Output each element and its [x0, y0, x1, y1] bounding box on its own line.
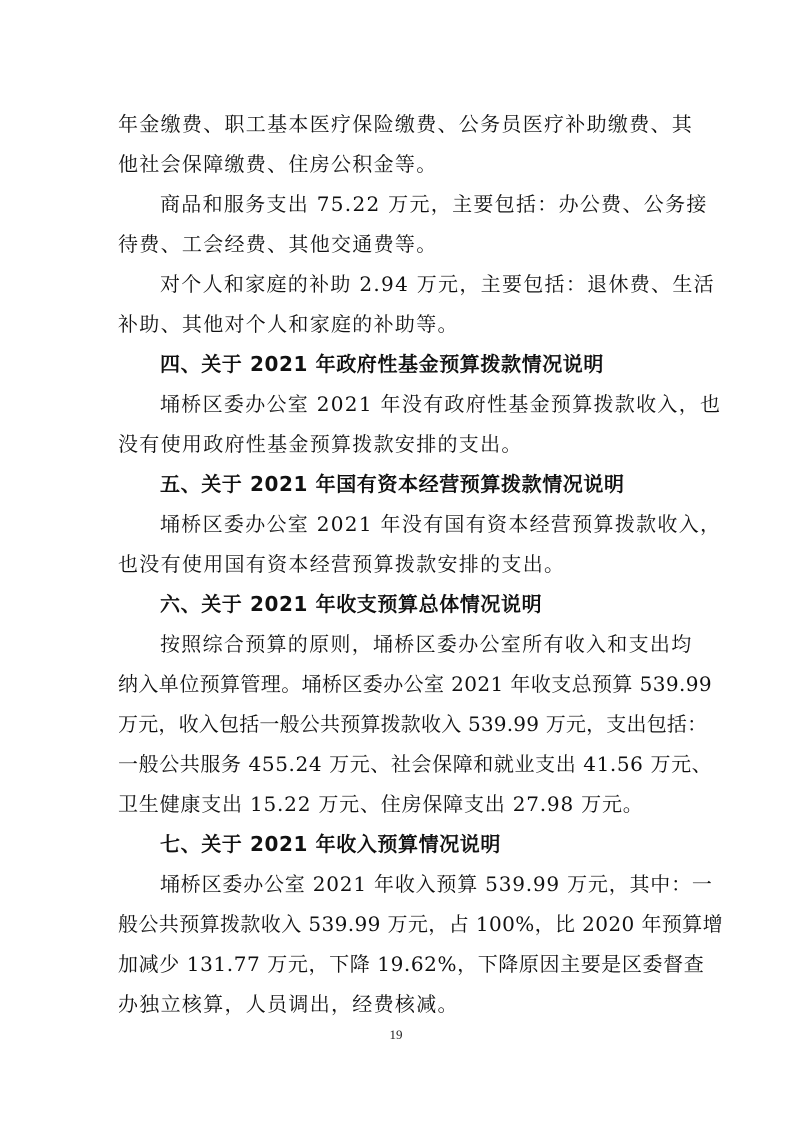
body-text-line: 埇桥区委办公室 2021 年没有国有资本经营预算拨款收入， — [160, 512, 722, 536]
body-text-line: 万元，收入包括一般公共预算拨款收入 539.99 万元，支出包括： — [118, 712, 708, 736]
section-heading-6: 六、关于 2021 年收支预算总体情况说明 — [160, 592, 543, 616]
body-text-line: 埇桥区委办公室 2021 年收入预算 539.99 万元，其中：一 — [160, 872, 713, 896]
section-heading-7: 七、关于 2021 年收入预算情况说明 — [160, 832, 501, 856]
body-text-line: 也没有使用国有资本经营预算拨款安排的支出。 — [118, 552, 566, 576]
body-text-line: 一般公共服务 455.24 万元、社会保障和就业支出 41.56 万元、 — [118, 752, 713, 776]
body-text-line: 他社会保障缴费、住房公积金等。 — [118, 152, 438, 176]
body-text-line: 纳入单位预算管理。埇桥区委办公室 2021 年收支总预算 539.99 — [118, 672, 712, 696]
body-text-line: 办独立核算，人员调出，经费核减。 — [118, 992, 459, 1016]
section-heading-5: 五、关于 2021 年国有资本经营预算拨款情况说明 — [160, 472, 625, 496]
body-text-line: 商品和服务支出 75.22 万元，主要包括：办公费、公务接 — [160, 192, 708, 216]
body-text-line: 加减少 131.77 万元，下降 19.62%，下降原因主要是区委督查 — [118, 952, 705, 976]
section-heading-4: 四、关于 2021 年政府性基金预算拨款情况说明 — [160, 352, 604, 376]
body-text-line: 埇桥区委办公室 2021 年没有政府性基金预算拨款收入，也 — [160, 392, 722, 416]
body-text-line: 按照综合预算的原则，埇桥区委办公室所有收入和支出均 — [160, 632, 693, 656]
body-text-line: 般公共预算拨款收入 539.99 万元，占 100%，比 2020 年预算增 — [118, 912, 724, 936]
body-text-line: 对个人和家庭的补助 2.94 万元，主要包括：退休费、生活 — [160, 272, 715, 296]
body-text-line: 年金缴费、职工基本医疗保险缴费、公务员医疗补助缴费、其 — [118, 112, 694, 136]
body-text-line: 待费、工会经费、其他交通费等。 — [118, 232, 438, 256]
page-number: 19 — [389, 1027, 403, 1042]
body-text-line: 补助、其他对个人和家庭的补助等。 — [118, 312, 459, 336]
body-text-line: 卫生健康支出 15.22 万元、住房保障支出 27.98 万元。 — [118, 792, 644, 816]
body-text-line: 没有使用政府性基金预算拨款安排的支出。 — [118, 432, 523, 456]
